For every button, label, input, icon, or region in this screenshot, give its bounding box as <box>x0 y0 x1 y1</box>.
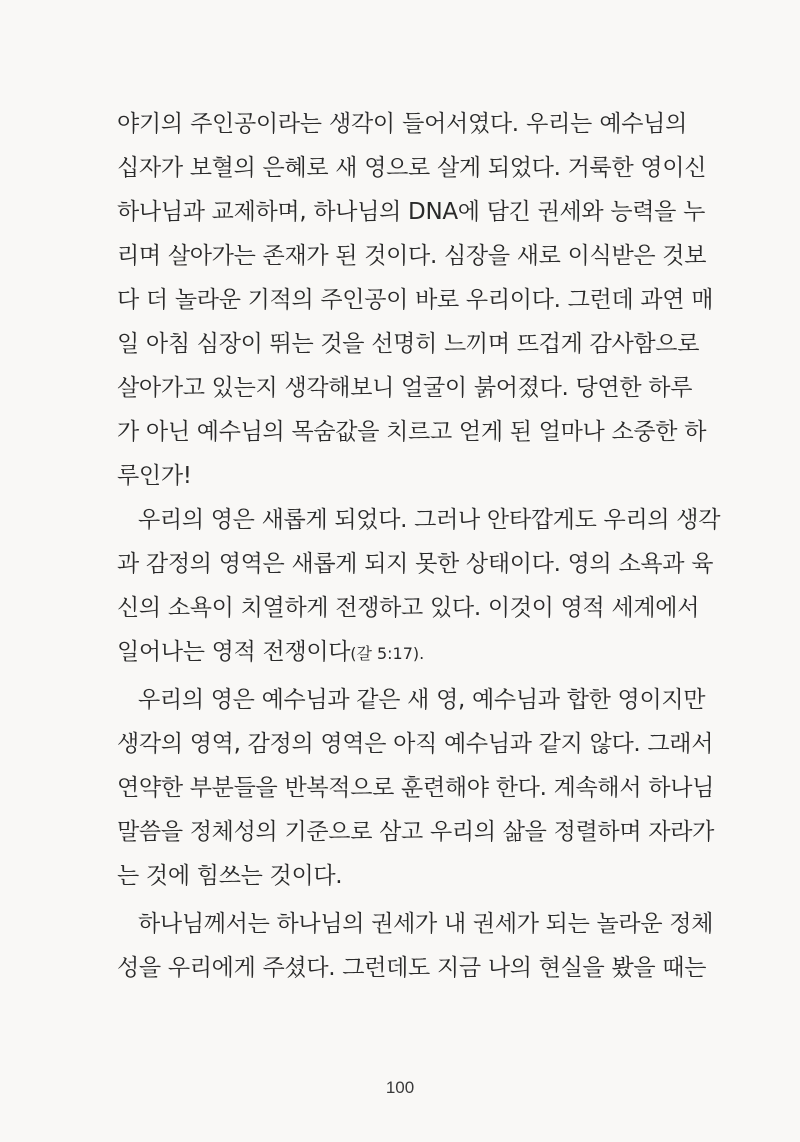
text-line: 십자가 보혈의 은혜로 새 영으로 살게 되었다. 거룩한 영이신 <box>117 155 707 181</box>
paragraph-first-line: 하나님께서는 하나님의 권세가 내 권세가 되는 놀라운 정체 <box>138 911 714 937</box>
text-line: 생각의 영역, 감정의 영역은 아직 예수님과 같지 않다. 그래서 <box>117 731 714 757</box>
text-line: 는 것에 힘쓰는 것이다. <box>117 863 343 889</box>
text-line: 하나님과 교제하며, 하나님의 DNA에 담긴 권세와 능력을 누 <box>117 199 706 225</box>
paragraph-first-line: 우리의 영은 새롭게 되었다. 그러나 안타깝게도 우리의 생각 <box>138 507 721 533</box>
scripture-citation: (갈 5:17). <box>350 644 425 663</box>
page-number: 100 <box>385 1078 415 1097</box>
text-line: 일 아침 심장이 뛰는 것을 선명히 느끼며 뜨겁게 감사함으로 <box>117 331 700 357</box>
paragraph-first-line: 우리의 영은 예수님과 같은 새 영, 예수님과 합한 영이지만 <box>138 687 706 713</box>
text-line: 살아가고 있는지 생각해보니 얼굴이 붉어졌다. 당연한 하루 <box>117 375 693 401</box>
text-line: 야기의 주인공이라는 생각이 들어서였다. 우리는 예수님의 <box>117 111 687 137</box>
text-segment: 일어나는 영적 전쟁이다 <box>117 639 351 665</box>
text-line: 과 감정의 영역은 새롭게 되지 못한 상태이다. 영의 소욕과 육 <box>117 551 714 577</box>
text-line: 신의 소욕이 치열하게 전쟁하고 있다. 이것이 영적 세계에서 <box>117 595 700 621</box>
text-line-with-citation <box>117 632 687 672</box>
text-line: 다 더 놀라운 기적의 주인공이 바로 우리이다. 그런데 과연 매 <box>117 287 714 313</box>
text-line: 리며 살아가는 존재가 된 것이다. 심장을 새로 이식받은 것보 <box>117 243 707 269</box>
text-line: 연약한 부분들을 반복적으로 훈련해야 한다. 계속해서 하나님 <box>117 775 715 801</box>
text-line: 루인가! <box>117 463 192 489</box>
text-line: 가 아닌 예수님의 목숨값을 치르고 얻게 된 얼마나 소중한 하 <box>117 419 707 445</box>
text-line: 말씀을 정체성의 기준으로 삼고 우리의 삶을 정렬하며 자라가 <box>117 819 715 845</box>
text-line: 성을 우리에게 주셨다. 그런데도 지금 나의 현실을 봤을 때는 <box>117 955 707 981</box>
